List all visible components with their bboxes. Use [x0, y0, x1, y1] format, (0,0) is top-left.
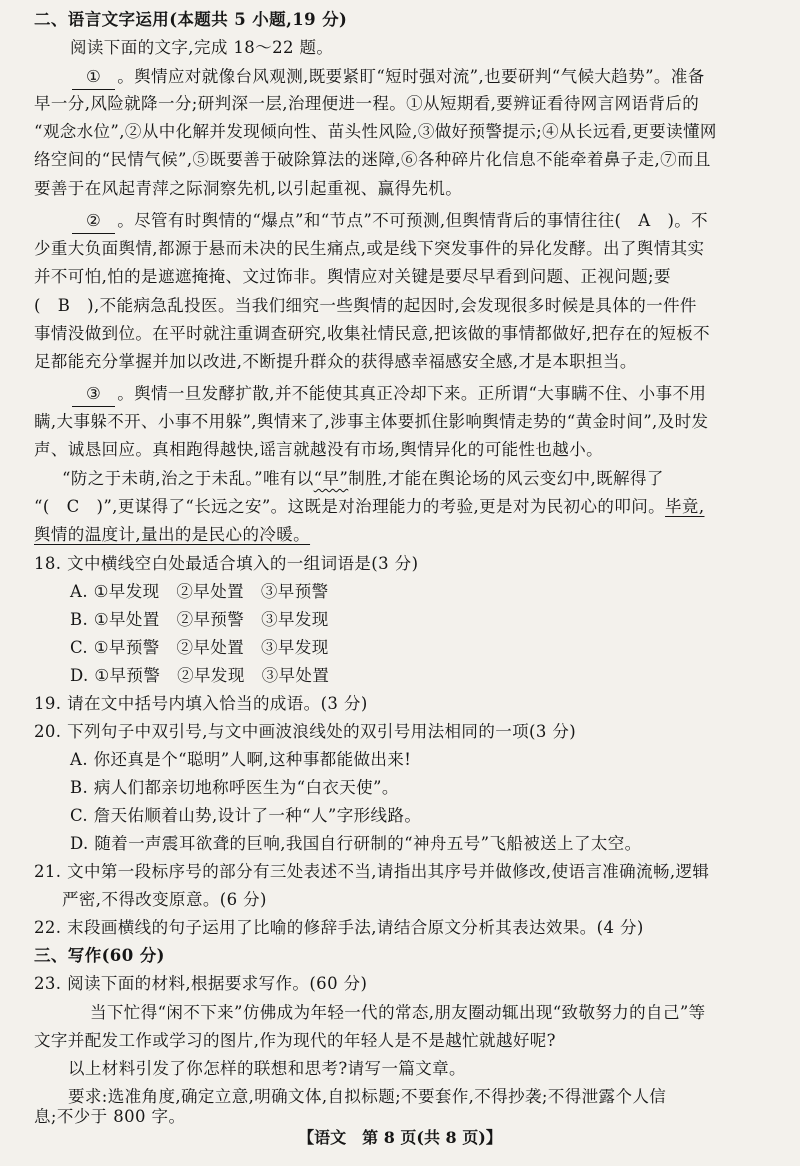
question-23: 23. 阅读下面的材料,根据要求写作。(60 分): [34, 974, 368, 993]
paragraph-1-line-5: 要善于在风起青萍之际洞察先机,以引起重视、赢得先机。: [34, 179, 463, 198]
question-18-option-d: D. ①早预警 ②早发现 ③早处置: [70, 666, 330, 685]
material-line-3: 以上材料引发了你怎样的联想和思考?请写一篇文章。: [68, 1059, 466, 1078]
underlined-sentence-end: 舆情的温度计,量出的是民心的冷暖。: [34, 525, 311, 544]
question-20: 20. 下列句子中双引号,与文中画波浪线处的双引号用法相同的一项(3 分): [34, 722, 577, 741]
paragraph-2-line-2: 少重大负面舆情,都源于悬而未决的民生痛点,或是线下突发事件的异化发酵。出了舆情其实: [34, 239, 705, 258]
reading-intro: 阅读下面的文字,完成 18～22 题。: [70, 38, 334, 57]
paragraph-2-line-4: ( B ),不能病急乱投医。当我们细究一些舆情的起因时,会发现很多时候是具体的一件件: [34, 296, 697, 315]
paragraph-3-line-1: ③ 。舆情一旦发酵扩散,并不能使其真正冷却下来。正所谓“大事瞒不住、小事不用: [70, 382, 706, 407]
section-2-title: 二、语言文字运用(本题共 5 小题,19 分): [34, 10, 348, 29]
paragraph-1-line-3: “观念水位”,②从中化解并发现倾向性、苗头性风险,③做好预警提示;④从长远看,更要读懂网: [34, 122, 717, 141]
question-21-line-1: 21. 文中第一段标序号的部分有三处表述不当,请指出其序号并做修改,使语言准确流畅,逻辑: [34, 862, 710, 881]
question-18-option-c: C. ①早预警 ②早处置 ③早发现: [70, 638, 329, 657]
section-3-title: 三、写作(60 分): [34, 946, 165, 965]
question-20-option-b: B. 病人们都亲切地称呼医生为“白衣天使”。: [70, 778, 399, 797]
requirements-line-1: 要求:选准角度,确定立意,明确文体,自拟标题;不要套作,不得抄袭;不得泄露个人信: [68, 1087, 667, 1106]
paragraph-1-line-4: 络空间的“民情气候”,⑤既要善于破除算法的迷障,⑥各种碎片化信息不能牵着鼻子走,⑦而且: [34, 150, 711, 169]
question-20-option-d: D. 随着一声震耳欲聋的巨响,我国自行研制的“神舟五号”飞船被送上了太空。: [70, 834, 642, 853]
question-18-option-b: B. ①早处置 ②早预警 ③早发现: [70, 610, 329, 629]
paragraph-2-line-1: ② 。尽管有时舆情的“爆点”和“节点”不可预测,但舆情背后的事情往往( A )。不: [70, 209, 708, 234]
question-18: 18. 文中横线空白处最适合填入的一组词语是(3 分): [34, 554, 419, 573]
question-19: 19. 请在文中括号内填入恰当的成语。(3 分): [34, 694, 368, 713]
requirements-line-2: 息;不少于 800 字。: [34, 1107, 186, 1126]
question-22: 22. 末段画横线的句子运用了比喻的修辞手法,请结合原文分析其表达效果。(4 分): [34, 918, 644, 937]
question-18-option-a: A. ①早发现 ②早处置 ③早预警: [70, 582, 329, 601]
blank-3: ③: [72, 382, 115, 407]
blank-2: ②: [72, 209, 115, 234]
question-21-line-2: 严密,不得改变原意。(6 分): [62, 890, 267, 909]
page-footer: 【语文 第 8 页(共 8 页)】: [298, 1128, 502, 1147]
underlined-sentence-start: 毕竟,: [665, 497, 705, 516]
paragraph-4-line-3: [34, 523, 310, 547]
question-20-option-c: C. 詹天佑顺着山势,设计了一种“人”字形线路。: [70, 806, 422, 825]
paragraph-1-line-2: 早一分,风险就降一分;研判深一层,治理便进一程。①从短期看,要辨证看待网言网语背后的: [34, 94, 700, 113]
paragraph-4-line-1: “防之于未萌,治之于未乱。”唯有以“早”制胜,才能在舆论场的风云变幻中,既解得了: [62, 469, 664, 488]
wavy-underlined-quote: “早”: [313, 469, 349, 488]
question-20-option-a: A. 你还真是个“聪明”人啊,这种事都能做出来!: [70, 750, 412, 769]
paragraph-2-line-3: 并不可怕,怕的是遮遮掩掩、文过饰非。舆情应对关键是要尽早看到问题、正视问题;要: [34, 267, 671, 286]
paragraph-3-line-3: 声、诚恳回应。真相跑得越快,谣言就越没有市场,舆情异化的可能性也越小。: [34, 440, 603, 459]
blank-1: ①: [72, 65, 115, 90]
paragraph-2-line-6: 足都能充分掌握并加以改进,不断提升群众的获得感幸福感安全感,才是本职担当。: [34, 352, 637, 371]
paragraph-2-line-5: 事情没做到位。在平时就注重调查研究,收集社情民意,把该做的事情都做好,把存在的短板不: [34, 324, 711, 343]
paragraph-3-line-2: 瞒,大事躲不开、小事不用躲”,舆情来了,涉事主体要抓住影响舆情走势的“黄金时间”,及时发: [34, 412, 709, 431]
paragraph-4-line-2: “( C )”,更谋得了“长远之安”。这既是对治理能力的考验,更是对为民初心的叩问。毕竟,: [34, 497, 705, 516]
material-line-1: 当下忙得“闲不下来”仿佛成为年轻一代的常态,朋友圈动辄出现“致敬努力的自己”等: [90, 1003, 706, 1022]
material-line-2: 文字并配发工作或学习的图片,作为现代的年轻人是不是越忙就越好呢?: [34, 1031, 556, 1050]
paragraph-1-line-1: ① 。舆情应对就像台风观测,既要紧盯“短时强对流”,也要研判“气候大趋势”。准备: [70, 65, 705, 90]
